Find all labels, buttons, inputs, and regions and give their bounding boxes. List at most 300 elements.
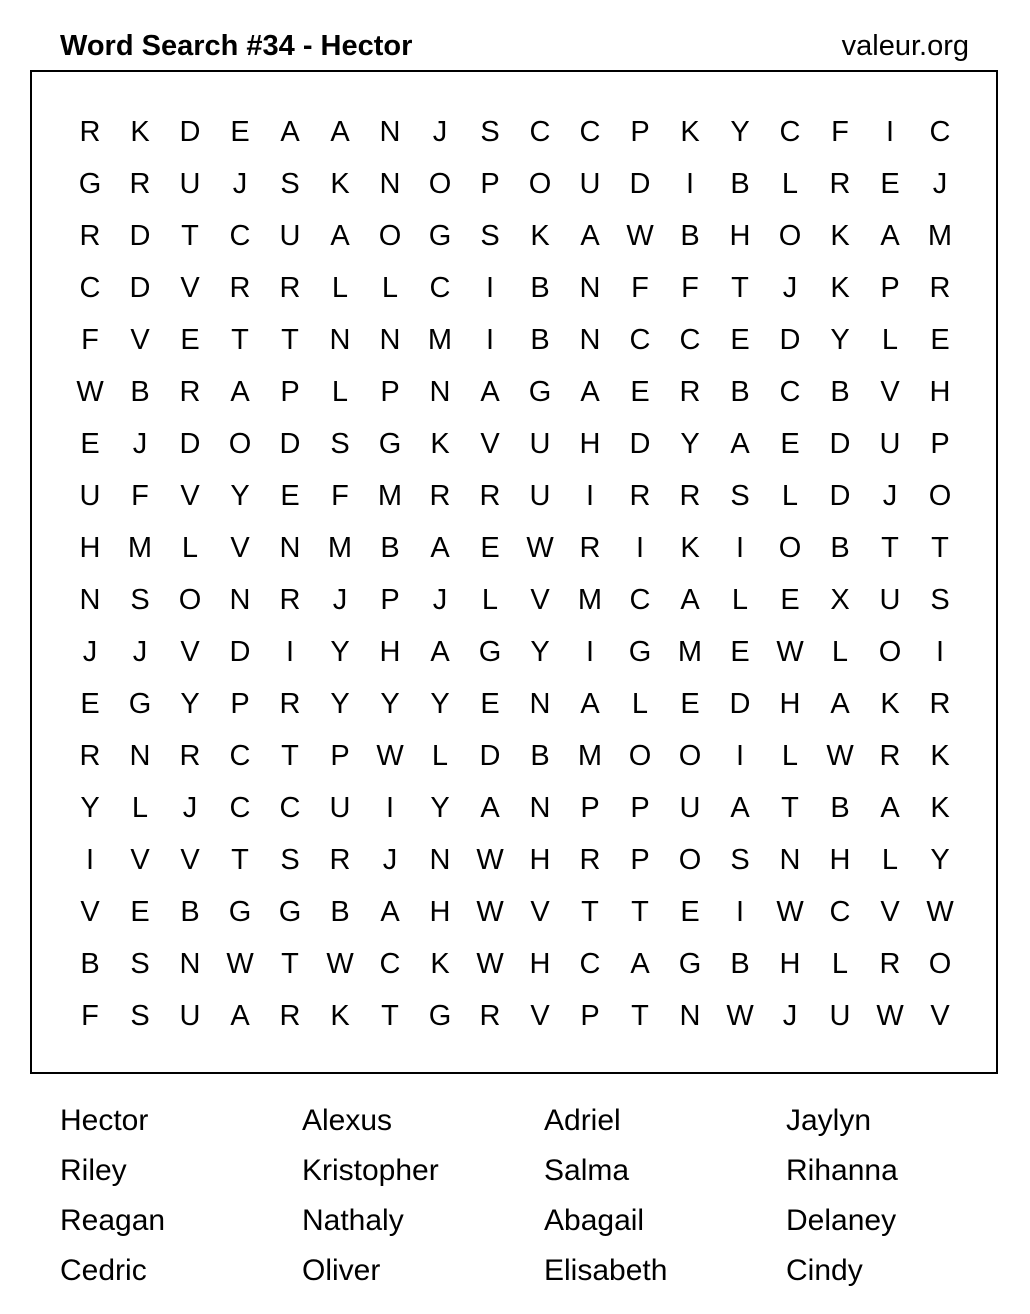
grid-cell: E (630, 376, 650, 408)
grid-cell: G (228, 896, 252, 928)
grid-cell: O (678, 740, 702, 772)
grid-cell: N (379, 324, 401, 356)
grid-cell: H (79, 532, 101, 564)
grid-cell: B (830, 792, 850, 824)
grid-cell: B (830, 532, 850, 564)
grid-cell: I (685, 168, 695, 200)
grid-cell: T (381, 1000, 399, 1032)
grid-cell: N (529, 688, 551, 720)
grid-cell: H (729, 220, 751, 252)
grid-cell: P (580, 1000, 600, 1032)
grid-cell: B (680, 220, 700, 252)
grid-cell: J (182, 792, 198, 824)
grid-cell: L (831, 948, 849, 980)
grid-cell: B (530, 324, 550, 356)
grid-cell: U (79, 480, 101, 512)
grid-cell: R (429, 480, 451, 512)
grid-cell: G (428, 220, 452, 252)
puzzle-box (30, 70, 998, 1074)
grid-cell: O (628, 740, 652, 772)
grid-cell: J (782, 272, 798, 304)
grid-cell: J (332, 584, 348, 616)
grid-cell: L (131, 792, 149, 824)
grid-cell: T (281, 324, 299, 356)
grid-cell: L (381, 272, 399, 304)
grid-cell: V (130, 844, 150, 876)
grid-cell: G (278, 896, 302, 928)
grid-cell: A (330, 220, 350, 252)
grid-cell: W (476, 844, 504, 876)
grid-cell: E (730, 636, 750, 668)
grid-cell: I (735, 896, 745, 928)
grid-cell: T (631, 896, 649, 928)
grid-cell: W (776, 636, 804, 668)
grid-cell: I (285, 636, 295, 668)
grid-cell: D (829, 428, 851, 460)
grid-cell: J (882, 480, 898, 512)
grid-cell: K (530, 220, 550, 252)
grid-cell: O (378, 220, 402, 252)
grid-cell: Y (80, 792, 100, 824)
grid-cell: V (530, 896, 550, 928)
grid-cell: E (80, 688, 100, 720)
grid-cell: I (585, 480, 595, 512)
grid-cell: O (178, 584, 202, 616)
grid-cell: N (329, 324, 351, 356)
grid-cell: H (379, 636, 401, 668)
grid-cell: D (129, 220, 151, 252)
grid-cell: S (280, 168, 300, 200)
grid-cell: K (330, 1000, 350, 1032)
grid-cell: H (529, 948, 551, 980)
grid-cell: A (230, 376, 250, 408)
grid-cell: V (230, 532, 250, 564)
word-list-item: Oliver (302, 1254, 381, 1287)
grid-cell: S (730, 480, 750, 512)
grid-cell: L (331, 376, 349, 408)
grid-cell: C (379, 948, 401, 980)
grid-cell: L (431, 740, 449, 772)
grid-cell: W (626, 220, 654, 252)
word-list-item: Abagail (544, 1204, 645, 1237)
grid-cell: B (730, 948, 750, 980)
grid-cell: H (779, 688, 801, 720)
grid-cell: J (132, 428, 148, 460)
grid-cell: O (928, 948, 952, 980)
grid-cell: A (830, 688, 850, 720)
grid-cell: P (630, 792, 650, 824)
grid-cell: E (730, 324, 750, 356)
grid-cell: V (180, 636, 200, 668)
grid-cell: B (330, 896, 350, 928)
grid-cell: E (80, 428, 100, 460)
grid-cell: Y (430, 688, 450, 720)
grid-cell: O (778, 532, 802, 564)
grid-cell: A (580, 376, 600, 408)
grid-cell: U (879, 584, 901, 616)
grid-cell: H (579, 428, 601, 460)
site-name: valeur.org (841, 30, 969, 62)
grid-cell: J (432, 116, 448, 148)
grid-cell: T (281, 740, 299, 772)
grid-cell: I (85, 844, 95, 876)
grid-cell: R (79, 740, 101, 772)
grid-cell: O (878, 636, 902, 668)
word-list-item: Nathaly (302, 1204, 404, 1237)
grid-cell: F (81, 1000, 99, 1032)
grid-cell: K (680, 532, 700, 564)
grid-cell: A (580, 220, 600, 252)
grid-cell: M (427, 324, 453, 356)
grid-cell: C (79, 272, 101, 304)
grid-cell: F (631, 272, 649, 304)
grid-cell: G (528, 376, 552, 408)
grid-cell: P (230, 688, 250, 720)
grid-cell: L (631, 688, 649, 720)
grid-cell: U (329, 792, 351, 824)
word-list-item: Jaylyn (786, 1104, 872, 1137)
grid-cell: N (79, 584, 101, 616)
grid-cell: H (929, 376, 951, 408)
grid-cell: E (180, 324, 200, 356)
grid-cell: L (331, 272, 349, 304)
grid-cell: P (930, 428, 950, 460)
grid-cell: O (228, 428, 252, 460)
grid-cell: R (329, 844, 351, 876)
grid-cell: W (876, 1000, 904, 1032)
grid-cell: D (829, 480, 851, 512)
grid-cell: N (679, 1000, 701, 1032)
grid-cell: D (729, 688, 751, 720)
grid-cell: I (935, 636, 945, 668)
grid-cell: P (880, 272, 900, 304)
grid-cell: M (577, 740, 603, 772)
grid-cell: U (279, 220, 301, 252)
grid-cell: R (829, 168, 851, 200)
page-title: Word Search #34 - Hector (60, 30, 413, 62)
grid-cell: V (880, 896, 900, 928)
grid-cell: L (781, 168, 799, 200)
grid-cell: Y (430, 792, 450, 824)
grid-cell: C (629, 324, 651, 356)
grid-cell: A (380, 896, 400, 928)
word-list-item: Reagan (60, 1204, 166, 1237)
grid-cell: O (928, 480, 952, 512)
grid-cell: G (428, 1000, 452, 1032)
grid-cell: R (679, 376, 701, 408)
grid-cell: A (580, 688, 600, 720)
grid-cell: L (781, 740, 799, 772)
grid-cell: V (480, 428, 500, 460)
grid-cell: A (430, 636, 450, 668)
grid-cell: K (130, 116, 150, 148)
word-list-item: Adriel (544, 1104, 621, 1137)
grid-cell: Y (830, 324, 850, 356)
grid-cell: K (930, 792, 950, 824)
grid-cell: I (635, 532, 645, 564)
grid-cell: H (829, 844, 851, 876)
grid-cell: U (179, 1000, 201, 1032)
grid-cell: T (281, 948, 299, 980)
grid-cell: B (730, 376, 750, 408)
grid-cell: T (731, 272, 749, 304)
grid-cell: N (379, 168, 401, 200)
grid-cell: A (880, 792, 900, 824)
grid-cell: E (780, 584, 800, 616)
grid-cell: Y (930, 844, 950, 876)
grid-cell: C (779, 376, 801, 408)
grid-cell: K (880, 688, 900, 720)
grid-cell: V (880, 376, 900, 408)
word-list-item: Hector (60, 1104, 149, 1137)
grid-cell: S (480, 220, 500, 252)
grid-cell: P (280, 376, 300, 408)
grid-cell: T (181, 220, 199, 252)
grid-cell: M (127, 532, 153, 564)
grid-cell: T (931, 532, 949, 564)
grid-cell: M (577, 584, 603, 616)
grid-cell: J (932, 168, 948, 200)
grid-cell: G (478, 636, 502, 668)
grid-cell: E (480, 532, 500, 564)
grid-cell: G (78, 168, 102, 200)
word-list-item: Riley (60, 1154, 127, 1187)
grid-cell: H (529, 844, 551, 876)
grid-cell: A (480, 792, 500, 824)
grid-cell: Y (330, 688, 350, 720)
grid-cell: A (880, 220, 900, 252)
grid-cell: W (476, 896, 504, 928)
grid-cell: N (429, 844, 451, 876)
grid-cell: E (130, 896, 150, 928)
grid-cell: J (82, 636, 98, 668)
grid-cell: L (181, 532, 199, 564)
grid-cell: X (830, 584, 850, 616)
grid-cell: R (929, 272, 951, 304)
grid-cell: E (680, 896, 700, 928)
grid-cell: R (679, 480, 701, 512)
grid-cell: R (179, 740, 201, 772)
grid-cell: V (130, 324, 150, 356)
grid-cell: F (131, 480, 149, 512)
grid-cell: U (679, 792, 701, 824)
grid-cell: O (678, 844, 702, 876)
grid-cell: P (380, 584, 400, 616)
grid-cell: R (579, 844, 601, 876)
grid-cell: T (631, 1000, 649, 1032)
grid-cell: L (881, 844, 899, 876)
grid-cell: L (781, 480, 799, 512)
grid-cell: L (481, 584, 499, 616)
grid-cell: N (779, 844, 801, 876)
grid-cell: Y (330, 636, 350, 668)
grid-cell: S (480, 116, 500, 148)
grid-cell: A (330, 116, 350, 148)
grid-cell: P (630, 844, 650, 876)
grid-cell: C (429, 272, 451, 304)
grid-cell: C (629, 584, 651, 616)
grid-cell: A (730, 792, 750, 824)
grid-cell: N (579, 272, 601, 304)
grid-cell: A (230, 1000, 250, 1032)
grid-cell: U (829, 1000, 851, 1032)
grid-cell: E (880, 168, 900, 200)
grid-cell: R (279, 688, 301, 720)
grid-cell: E (480, 688, 500, 720)
grid-cell: W (826, 740, 854, 772)
grid-cell: Y (730, 116, 750, 148)
grid-cell: N (279, 532, 301, 564)
grid-cell: N (129, 740, 151, 772)
grid-cell: D (129, 272, 151, 304)
grid-cell: J (432, 584, 448, 616)
grid-cell: A (480, 376, 500, 408)
grid-cell: K (830, 272, 850, 304)
word-list (60, 1096, 1028, 1296)
grid-cell: T (231, 844, 249, 876)
grid-cell: R (279, 272, 301, 304)
grid-cell: O (778, 220, 802, 252)
grid-cell: C (229, 740, 251, 772)
grid-cell: U (529, 480, 551, 512)
grid-cell: W (326, 948, 354, 980)
grid-cell: C (229, 220, 251, 252)
grid-cell: K (930, 740, 950, 772)
grid-cell: A (280, 116, 300, 148)
grid-cell: N (579, 324, 601, 356)
grid-cell: T (231, 324, 249, 356)
grid-cell: B (730, 168, 750, 200)
grid-cell: D (279, 428, 301, 460)
grid-cell: V (180, 272, 200, 304)
grid-cell: P (580, 792, 600, 824)
grid-cell: B (830, 376, 850, 408)
grid-cell: B (180, 896, 200, 928)
grid-cell: U (529, 428, 551, 460)
grid-cell: F (331, 480, 349, 512)
grid-cell: N (429, 376, 451, 408)
grid-cell: R (229, 272, 251, 304)
grid-cell: P (380, 376, 400, 408)
word-list-item: Cedric (60, 1254, 147, 1287)
grid-cell: R (879, 740, 901, 772)
grid-cell: B (130, 376, 150, 408)
grid-cell: R (479, 1000, 501, 1032)
grid-cell: Y (380, 688, 400, 720)
grid-cell: F (681, 272, 699, 304)
grid-cell: V (930, 1000, 950, 1032)
grid-cell: D (629, 428, 651, 460)
grid-cell: R (579, 532, 601, 564)
grid-cell: W (76, 376, 104, 408)
grid-cell: R (279, 1000, 301, 1032)
grid-cell: K (680, 116, 700, 148)
grid-cell: V (80, 896, 100, 928)
grid-cell: G (678, 948, 702, 980)
grid-cell: H (779, 948, 801, 980)
word-list-item: Delaney (786, 1204, 897, 1237)
grid-cell: P (330, 740, 350, 772)
grid-cell: R (129, 168, 151, 200)
grid-cell: W (476, 948, 504, 980)
word-list-item: Kristopher (302, 1154, 439, 1187)
grid-cell: T (781, 792, 799, 824)
grid-cell: S (930, 584, 950, 616)
grid-cell: C (679, 324, 701, 356)
grid-cell: C (579, 116, 601, 148)
grid-cell: T (581, 896, 599, 928)
grid-cell: L (881, 324, 899, 356)
grid-cell: K (430, 428, 450, 460)
grid-cell: W (776, 896, 804, 928)
grid-cell: K (330, 168, 350, 200)
grid-cell: V (530, 1000, 550, 1032)
grid-cell: B (80, 948, 100, 980)
grid-cell: S (280, 844, 300, 876)
grid-cell: F (831, 116, 849, 148)
word-list-item: Salma (544, 1154, 630, 1187)
grid-cell: S (130, 1000, 150, 1032)
grid-cell: H (429, 896, 451, 928)
grid-cell: N (229, 584, 251, 616)
grid-cell: A (430, 532, 450, 564)
grid-cell: L (831, 636, 849, 668)
grid-cell: R (279, 584, 301, 616)
grid-cell: O (528, 168, 552, 200)
grid-cell: V (530, 584, 550, 616)
grid-cell: M (377, 480, 403, 512)
grid-cell: C (929, 116, 951, 148)
grid-cell: R (479, 480, 501, 512)
grid-cell: E (930, 324, 950, 356)
grid-cell: R (79, 116, 101, 148)
grid-cell: I (385, 792, 395, 824)
grid-cell: D (229, 636, 251, 668)
grid-cell: D (629, 168, 651, 200)
grid-cell: A (680, 584, 700, 616)
word-list-item: Cindy (786, 1254, 863, 1287)
grid-cell: T (881, 532, 899, 564)
grid-cell: W (726, 1000, 754, 1032)
grid-cell: G (378, 428, 402, 460)
grid-cell: I (585, 636, 595, 668)
grid-cell: M (677, 636, 703, 668)
grid-cell: V (180, 844, 200, 876)
grid-cell: O (428, 168, 452, 200)
grid-cell: U (879, 428, 901, 460)
word-list-item: Rihanna (786, 1154, 898, 1187)
grid-cell: K (430, 948, 450, 980)
grid-cell: B (380, 532, 400, 564)
grid-cell: J (232, 168, 248, 200)
grid-cell: E (680, 688, 700, 720)
grid-cell: W (376, 740, 404, 772)
grid-cell: N (379, 116, 401, 148)
grid-cell: Y (680, 428, 700, 460)
grid-cell: W (226, 948, 254, 980)
grid-cell: D (179, 428, 201, 460)
grid-cell: B (530, 272, 550, 304)
grid-cell: W (926, 896, 954, 928)
grid-cell: G (628, 636, 652, 668)
grid-cell: I (885, 116, 895, 148)
grid-cell: P (630, 116, 650, 148)
grid-cell: L (731, 584, 749, 616)
grid-cell: N (529, 792, 551, 824)
grid-cell: C (779, 116, 801, 148)
grid-cell: V (180, 480, 200, 512)
grid-cell: C (279, 792, 301, 824)
